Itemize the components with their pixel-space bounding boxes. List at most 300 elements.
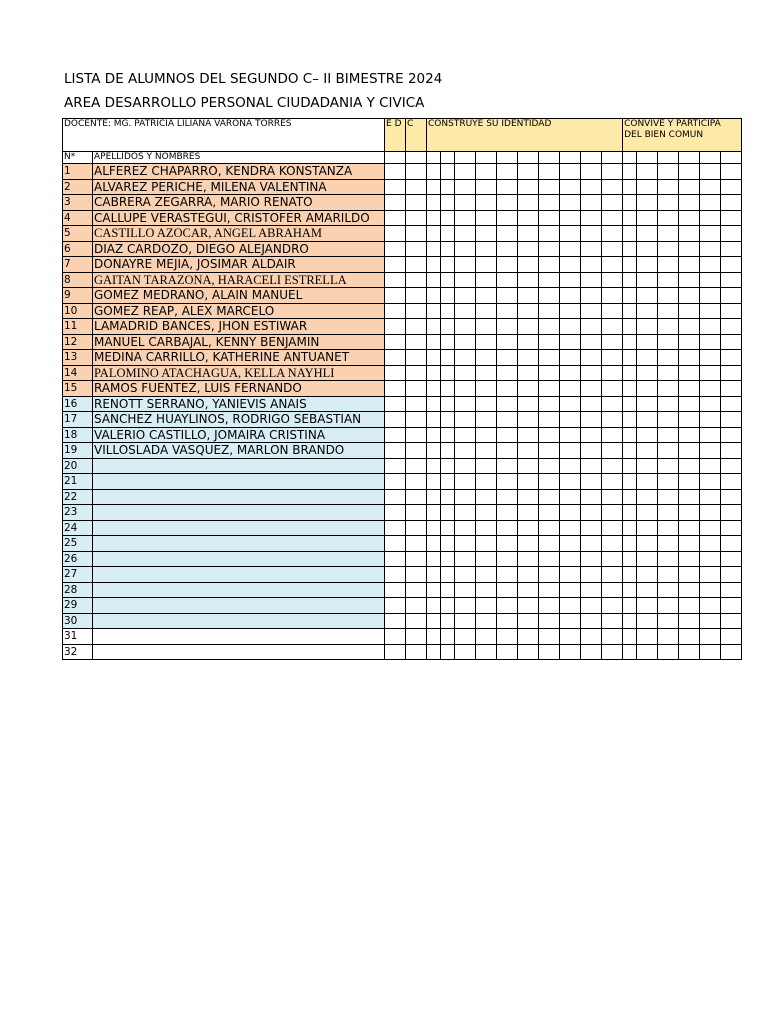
grade-cell[interactable] (679, 257, 700, 273)
grade-cell[interactable] (560, 303, 581, 319)
grade-cell[interactable] (518, 365, 539, 381)
grade-cell[interactable] (406, 210, 427, 226)
grade-cell[interactable] (679, 241, 700, 257)
grade-cell[interactable] (721, 288, 742, 304)
grade-cell[interactable] (602, 536, 623, 552)
grade-cell[interactable] (406, 551, 427, 567)
grade-cell[interactable] (441, 195, 455, 211)
grade-cell[interactable] (441, 210, 455, 226)
grade-cell[interactable] (497, 458, 518, 474)
grade-cell[interactable] (497, 303, 518, 319)
grade-cell[interactable] (497, 412, 518, 428)
grade-cell[interactable] (518, 303, 539, 319)
grade-cell[interactable] (497, 396, 518, 412)
grade-cell[interactable] (721, 598, 742, 614)
grade-cell[interactable] (721, 505, 742, 521)
grade-cell[interactable] (385, 241, 406, 257)
grade-cell[interactable] (427, 567, 441, 583)
grade-cell[interactable] (385, 458, 406, 474)
grade-cell[interactable] (658, 427, 679, 443)
grade-cell[interactable] (700, 412, 721, 428)
grade-cell[interactable] (560, 598, 581, 614)
grade-cell[interactable] (518, 396, 539, 412)
grade-cell[interactable] (497, 272, 518, 288)
grade-cell[interactable] (385, 195, 406, 211)
grade-cell[interactable] (406, 520, 427, 536)
grade-cell[interactable] (637, 210, 658, 226)
grade-cell[interactable] (406, 489, 427, 505)
grade-cell[interactable] (602, 195, 623, 211)
grade-cell[interactable] (637, 629, 658, 645)
grade-cell[interactable] (637, 396, 658, 412)
grade-cell[interactable] (455, 210, 476, 226)
grade-cell[interactable] (427, 381, 441, 397)
grade-cell[interactable] (497, 365, 518, 381)
grade-cell[interactable] (581, 427, 602, 443)
grade-cell[interactable] (385, 489, 406, 505)
grade-cell[interactable] (497, 195, 518, 211)
grade-cell[interactable] (581, 179, 602, 195)
grade-cell[interactable] (476, 241, 497, 257)
grade-cell[interactable] (581, 443, 602, 459)
grade-cell[interactable] (679, 365, 700, 381)
grade-cell[interactable] (385, 334, 406, 350)
grade-cell[interactable] (455, 551, 476, 567)
grade-cell[interactable] (602, 582, 623, 598)
grade-cell[interactable] (455, 629, 476, 645)
grade-cell[interactable] (637, 179, 658, 195)
grade-cell[interactable] (581, 226, 602, 242)
grade-cell[interactable] (539, 613, 560, 629)
grade-cell[interactable] (385, 319, 406, 335)
grade-cell[interactable] (455, 567, 476, 583)
grade-cell[interactable] (427, 458, 441, 474)
grade-cell[interactable] (539, 489, 560, 505)
grade-cell[interactable] (700, 458, 721, 474)
grade-cell[interactable] (602, 505, 623, 521)
grade-cell[interactable] (455, 443, 476, 459)
grade-cell[interactable] (427, 427, 441, 443)
grade-cell[interactable] (700, 551, 721, 567)
grade-cell[interactable] (700, 350, 721, 366)
grade-cell[interactable] (539, 567, 560, 583)
grade-cell[interactable] (427, 505, 441, 521)
grade-cell[interactable] (721, 164, 742, 180)
grade-cell[interactable] (658, 164, 679, 180)
grade-cell[interactable] (721, 319, 742, 335)
grade-cell[interactable] (455, 195, 476, 211)
grade-cell[interactable] (476, 412, 497, 428)
grade-cell[interactable] (658, 210, 679, 226)
grade-cell[interactable] (658, 257, 679, 273)
grade-cell[interactable] (679, 288, 700, 304)
grade-cell[interactable] (476, 458, 497, 474)
grade-cell[interactable] (623, 443, 637, 459)
grade-cell[interactable] (539, 210, 560, 226)
grade-cell[interactable] (406, 644, 427, 660)
grade-cell[interactable] (679, 443, 700, 459)
grade-cell[interactable] (385, 582, 406, 598)
grade-cell[interactable] (700, 164, 721, 180)
grade-cell[interactable] (623, 505, 637, 521)
grade-cell[interactable] (518, 536, 539, 552)
grade-cell[interactable] (406, 272, 427, 288)
grade-cell[interactable] (623, 613, 637, 629)
grade-cell[interactable] (560, 644, 581, 660)
grade-cell[interactable] (623, 644, 637, 660)
grade-cell[interactable] (441, 489, 455, 505)
grade-cell[interactable] (476, 303, 497, 319)
grade-cell[interactable] (427, 520, 441, 536)
grade-cell[interactable] (721, 613, 742, 629)
grade-cell[interactable] (427, 334, 441, 350)
grade-cell[interactable] (441, 598, 455, 614)
grade-cell[interactable] (581, 164, 602, 180)
grade-cell[interactable] (497, 427, 518, 443)
grade-cell[interactable] (721, 412, 742, 428)
grade-cell[interactable] (385, 210, 406, 226)
grade-cell[interactable] (518, 613, 539, 629)
grade-cell[interactable] (679, 210, 700, 226)
grade-cell[interactable] (476, 520, 497, 536)
grade-cell[interactable] (581, 210, 602, 226)
grade-cell[interactable] (497, 381, 518, 397)
grade-cell[interactable] (406, 334, 427, 350)
grade-cell[interactable] (427, 210, 441, 226)
grade-cell[interactable] (406, 443, 427, 459)
grade-cell[interactable] (427, 551, 441, 567)
grade-cell[interactable] (658, 241, 679, 257)
grade-cell[interactable] (455, 179, 476, 195)
grade-cell[interactable] (560, 520, 581, 536)
grade-cell[interactable] (406, 474, 427, 490)
grade-cell[interactable] (441, 644, 455, 660)
grade-cell[interactable] (385, 644, 406, 660)
grade-cell[interactable] (476, 613, 497, 629)
grade-cell[interactable] (721, 210, 742, 226)
grade-cell[interactable] (623, 536, 637, 552)
grade-cell[interactable] (581, 350, 602, 366)
grade-cell[interactable] (560, 489, 581, 505)
grade-cell[interactable] (455, 489, 476, 505)
grade-cell[interactable] (441, 443, 455, 459)
grade-cell[interactable] (497, 257, 518, 273)
grade-cell[interactable] (518, 350, 539, 366)
grade-cell[interactable] (560, 350, 581, 366)
grade-cell[interactable] (623, 164, 637, 180)
grade-cell[interactable] (518, 644, 539, 660)
grade-cell[interactable] (455, 164, 476, 180)
grade-cell[interactable] (637, 598, 658, 614)
grade-cell[interactable] (427, 257, 441, 273)
grade-cell[interactable] (700, 598, 721, 614)
grade-cell[interactable] (721, 257, 742, 273)
grade-cell[interactable] (455, 257, 476, 273)
grade-cell[interactable] (721, 272, 742, 288)
grade-cell[interactable] (406, 536, 427, 552)
grade-cell[interactable] (637, 241, 658, 257)
grade-cell[interactable] (455, 582, 476, 598)
grade-cell[interactable] (455, 520, 476, 536)
grade-cell[interactable] (679, 350, 700, 366)
grade-cell[interactable] (497, 536, 518, 552)
grade-cell[interactable] (455, 458, 476, 474)
grade-cell[interactable] (721, 582, 742, 598)
grade-cell[interactable] (721, 644, 742, 660)
grade-cell[interactable] (455, 644, 476, 660)
grade-cell[interactable] (679, 427, 700, 443)
grade-cell[interactable] (385, 164, 406, 180)
grade-cell[interactable] (539, 303, 560, 319)
grade-cell[interactable] (560, 474, 581, 490)
grade-cell[interactable] (700, 582, 721, 598)
grade-cell[interactable] (560, 257, 581, 273)
grade-cell[interactable] (679, 536, 700, 552)
grade-cell[interactable] (441, 629, 455, 645)
grade-cell[interactable] (700, 629, 721, 645)
grade-cell[interactable] (658, 319, 679, 335)
grade-cell[interactable] (623, 288, 637, 304)
grade-cell[interactable] (455, 474, 476, 490)
grade-cell[interactable] (623, 520, 637, 536)
grade-cell[interactable] (385, 350, 406, 366)
grade-cell[interactable] (602, 629, 623, 645)
grade-cell[interactable] (637, 644, 658, 660)
grade-cell[interactable] (658, 520, 679, 536)
grade-cell[interactable] (518, 272, 539, 288)
grade-cell[interactable] (602, 257, 623, 273)
grade-cell[interactable] (679, 412, 700, 428)
grade-cell[interactable] (406, 257, 427, 273)
grade-cell[interactable] (560, 164, 581, 180)
grade-cell[interactable] (518, 567, 539, 583)
grade-cell[interactable] (679, 381, 700, 397)
grade-cell[interactable] (581, 381, 602, 397)
grade-cell[interactable] (700, 536, 721, 552)
grade-cell[interactable] (497, 613, 518, 629)
grade-cell[interactable] (455, 427, 476, 443)
grade-cell[interactable] (560, 319, 581, 335)
grade-cell[interactable] (427, 536, 441, 552)
grade-cell[interactable] (476, 210, 497, 226)
grade-cell[interactable] (497, 520, 518, 536)
grade-cell[interactable] (637, 520, 658, 536)
grade-cell[interactable] (406, 350, 427, 366)
grade-cell[interactable] (385, 551, 406, 567)
grade-cell[interactable] (602, 489, 623, 505)
grade-cell[interactable] (539, 365, 560, 381)
grade-cell[interactable] (560, 629, 581, 645)
grade-cell[interactable] (602, 226, 623, 242)
grade-cell[interactable] (539, 412, 560, 428)
grade-cell[interactable] (637, 288, 658, 304)
grade-cell[interactable] (700, 257, 721, 273)
grade-cell[interactable] (539, 474, 560, 490)
grade-cell[interactable] (455, 272, 476, 288)
grade-cell[interactable] (560, 458, 581, 474)
grade-cell[interactable] (721, 567, 742, 583)
grade-cell[interactable] (581, 458, 602, 474)
grade-cell[interactable] (679, 567, 700, 583)
grade-cell[interactable] (721, 458, 742, 474)
grade-cell[interactable] (441, 567, 455, 583)
grade-cell[interactable] (658, 613, 679, 629)
grade-cell[interactable] (385, 505, 406, 521)
grade-cell[interactable] (700, 179, 721, 195)
grade-cell[interactable] (476, 536, 497, 552)
grade-cell[interactable] (637, 458, 658, 474)
grade-cell[interactable] (441, 381, 455, 397)
grade-cell[interactable] (658, 195, 679, 211)
grade-cell[interactable] (539, 334, 560, 350)
grade-cell[interactable] (581, 474, 602, 490)
grade-cell[interactable] (476, 179, 497, 195)
grade-cell[interactable] (518, 164, 539, 180)
grade-cell[interactable] (623, 629, 637, 645)
grade-cell[interactable] (700, 381, 721, 397)
grade-cell[interactable] (623, 319, 637, 335)
grade-cell[interactable] (679, 582, 700, 598)
grade-cell[interactable] (427, 303, 441, 319)
grade-cell[interactable] (518, 226, 539, 242)
grade-cell[interactable] (637, 257, 658, 273)
grade-cell[interactable] (427, 644, 441, 660)
grade-cell[interactable] (700, 505, 721, 521)
grade-cell[interactable] (623, 582, 637, 598)
grade-cell[interactable] (441, 551, 455, 567)
grade-cell[interactable] (679, 272, 700, 288)
grade-cell[interactable] (658, 303, 679, 319)
grade-cell[interactable] (455, 241, 476, 257)
grade-cell[interactable] (700, 474, 721, 490)
grade-cell[interactable] (385, 396, 406, 412)
grade-cell[interactable] (581, 288, 602, 304)
grade-cell[interactable] (497, 164, 518, 180)
grade-cell[interactable] (581, 644, 602, 660)
grade-cell[interactable] (441, 458, 455, 474)
grade-cell[interactable] (406, 582, 427, 598)
grade-cell[interactable] (721, 489, 742, 505)
grade-cell[interactable] (700, 489, 721, 505)
grade-cell[interactable] (518, 505, 539, 521)
grade-cell[interactable] (455, 226, 476, 242)
grade-cell[interactable] (560, 613, 581, 629)
grade-cell[interactable] (455, 505, 476, 521)
grade-cell[interactable] (406, 179, 427, 195)
grade-cell[interactable] (679, 226, 700, 242)
grade-cell[interactable] (700, 319, 721, 335)
grade-cell[interactable] (539, 164, 560, 180)
grade-cell[interactable] (700, 644, 721, 660)
grade-cell[interactable] (602, 427, 623, 443)
grade-cell[interactable] (427, 164, 441, 180)
grade-cell[interactable] (385, 179, 406, 195)
grade-cell[interactable] (700, 396, 721, 412)
grade-cell[interactable] (476, 319, 497, 335)
grade-cell[interactable] (441, 319, 455, 335)
grade-cell[interactable] (637, 505, 658, 521)
grade-cell[interactable] (560, 210, 581, 226)
grade-cell[interactable] (658, 644, 679, 660)
grade-cell[interactable] (385, 520, 406, 536)
grade-cell[interactable] (560, 195, 581, 211)
grade-cell[interactable] (623, 396, 637, 412)
grade-cell[interactable] (441, 505, 455, 521)
grade-cell[interactable] (560, 427, 581, 443)
grade-cell[interactable] (623, 458, 637, 474)
grade-cell[interactable] (581, 319, 602, 335)
grade-cell[interactable] (539, 582, 560, 598)
grade-cell[interactable] (441, 241, 455, 257)
grade-cell[interactable] (700, 210, 721, 226)
grade-cell[interactable] (679, 396, 700, 412)
grade-cell[interactable] (385, 288, 406, 304)
grade-cell[interactable] (406, 319, 427, 335)
grade-cell[interactable] (427, 288, 441, 304)
grade-cell[interactable] (476, 288, 497, 304)
grade-cell[interactable] (721, 195, 742, 211)
grade-cell[interactable] (700, 272, 721, 288)
grade-cell[interactable] (455, 350, 476, 366)
grade-cell[interactable] (637, 489, 658, 505)
grade-cell[interactable] (721, 241, 742, 257)
grade-cell[interactable] (700, 195, 721, 211)
grade-cell[interactable] (539, 598, 560, 614)
grade-cell[interactable] (539, 458, 560, 474)
grade-cell[interactable] (518, 241, 539, 257)
grade-cell[interactable] (658, 334, 679, 350)
grade-cell[interactable] (476, 489, 497, 505)
grade-cell[interactable] (539, 381, 560, 397)
grade-cell[interactable] (581, 536, 602, 552)
grade-cell[interactable] (658, 396, 679, 412)
grade-cell[interactable] (637, 427, 658, 443)
grade-cell[interactable] (623, 551, 637, 567)
grade-cell[interactable] (637, 582, 658, 598)
grade-cell[interactable] (441, 179, 455, 195)
grade-cell[interactable] (560, 179, 581, 195)
grade-cell[interactable] (441, 164, 455, 180)
grade-cell[interactable] (497, 210, 518, 226)
grade-cell[interactable] (406, 241, 427, 257)
grade-cell[interactable] (497, 226, 518, 242)
grade-cell[interactable] (637, 613, 658, 629)
grade-cell[interactable] (637, 365, 658, 381)
grade-cell[interactable] (721, 365, 742, 381)
grade-cell[interactable] (721, 396, 742, 412)
grade-cell[interactable] (602, 474, 623, 490)
grade-cell[interactable] (518, 582, 539, 598)
grade-cell[interactable] (560, 536, 581, 552)
grade-cell[interactable] (602, 365, 623, 381)
grade-cell[interactable] (497, 505, 518, 521)
grade-cell[interactable] (679, 505, 700, 521)
grade-cell[interactable] (658, 505, 679, 521)
grade-cell[interactable] (679, 164, 700, 180)
grade-cell[interactable] (581, 520, 602, 536)
grade-cell[interactable] (427, 195, 441, 211)
grade-cell[interactable] (581, 598, 602, 614)
grade-cell[interactable] (560, 381, 581, 397)
grade-cell[interactable] (518, 629, 539, 645)
grade-cell[interactable] (476, 644, 497, 660)
grade-cell[interactable] (658, 582, 679, 598)
grade-cell[interactable] (427, 489, 441, 505)
grade-cell[interactable] (679, 613, 700, 629)
grade-cell[interactable] (581, 303, 602, 319)
grade-cell[interactable] (581, 195, 602, 211)
grade-cell[interactable] (539, 319, 560, 335)
